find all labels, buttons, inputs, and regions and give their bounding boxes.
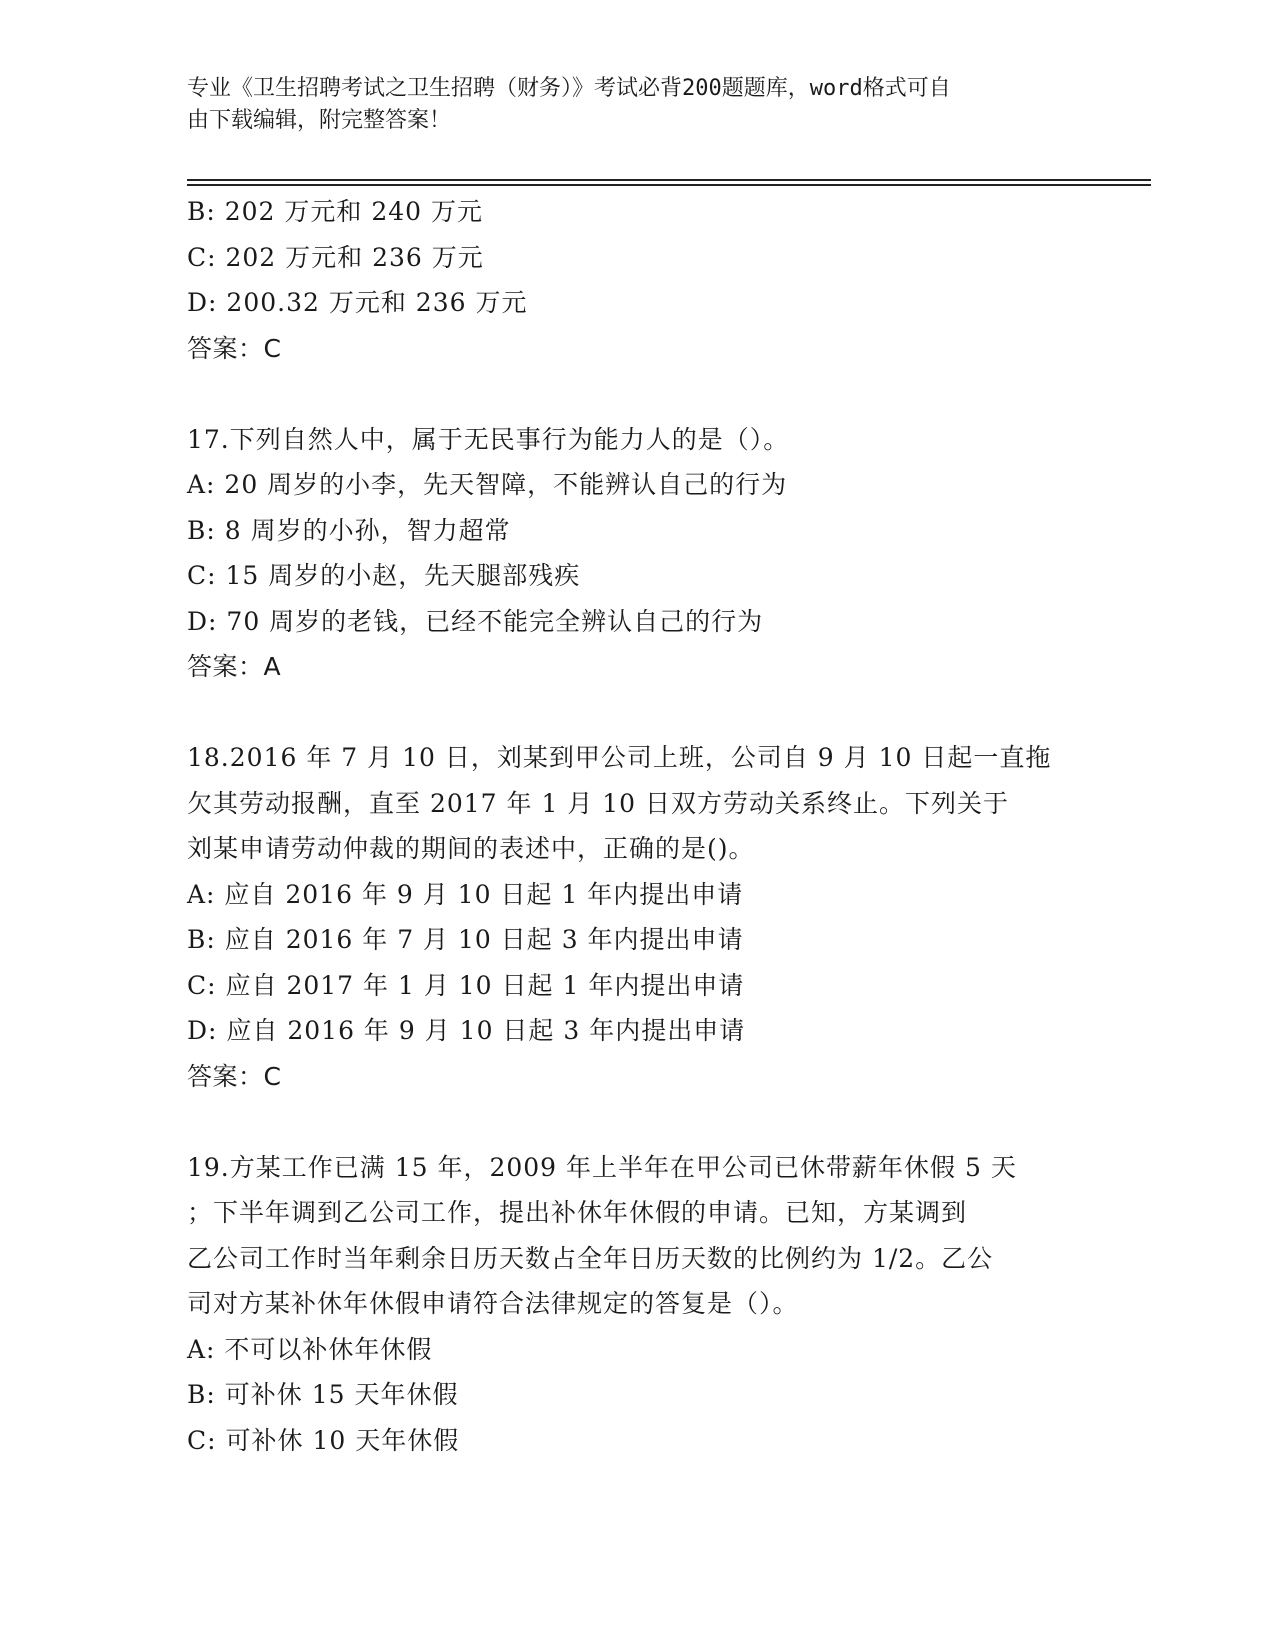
option-d: D: 200.32 万元和 236 万元 <box>187 288 528 317</box>
header-divider <box>187 184 1151 186</box>
header-line: 由下载编辑，附完整答案！ <box>187 108 452 133</box>
document-body <box>187 189 1087 1463</box>
question-stem: 乙公司工作时当年剩余日历天数占全年日历天数的比例约为 1/2。乙公 <box>187 1243 994 1273</box>
option-b: B: 202 万元和 240 万元 <box>187 197 484 226</box>
header-divider <box>187 179 1151 181</box>
question-16 <box>187 189 1087 371</box>
option-c: C: 应自 2017 年 1 月 10 日起 1 年内提出申请 <box>187 970 745 1000</box>
document-header <box>187 73 1067 137</box>
question-19 <box>187 1145 1087 1464</box>
option-d: D: 应自 2016 年 9 月 10 日起 3 年内提出申请 <box>187 1016 746 1045</box>
option-a: A: 应自 2016 年 9 月 10 日起 1 年内提出申请 <box>187 879 744 909</box>
option-b: B: 应自 2016 年 7 月 10 日起 3 年内提出申请 <box>187 925 744 954</box>
question-stem: ；下半年调到乙公司工作，提出补休年休假的申请。已知，方某调到 <box>187 1198 968 1227</box>
option-b: B: 可补休 15 天年休假 <box>187 1380 459 1409</box>
question-stem: 欠其劳动报酬，直至 2017 年 1 月 10 日双方劳动关系终止。下列关于 <box>187 788 1010 818</box>
question-stem: 17.下列自然人中，属于无民事行为能力人的是（）。 <box>187 424 790 454</box>
option-b: B: 8 周岁的小孙，智力超常 <box>187 515 511 545</box>
question-stem: 18.2016 年 7 月 10 日，刘某到甲公司上班，公司自 9 月 10 日起一直拖 <box>187 743 1052 772</box>
question-17 <box>187 417 1087 690</box>
question-stem: 19.方某工作已满 15 年，2009 年上半年在甲公司已休带薪年休假 5 天 <box>187 1152 1017 1182</box>
option-c: C: 可补休 10 天年休假 <box>187 1425 460 1455</box>
question-stem: 司对方某补休年休假申请符合法律规定的答复是（）。 <box>187 1289 799 1318</box>
answer: 答案：A <box>187 652 282 681</box>
option-d: D: 70 周岁的老钱，已经不能完全辨认自己的行为 <box>187 606 764 636</box>
spacer <box>187 371 1087 417</box>
spacer <box>187 690 1087 736</box>
option-c: C: 15 周岁的小赵，先天腿部残疾 <box>187 561 581 590</box>
option-a: A: 20 周岁的小李，先天智障，不能辨认自己的行为 <box>187 470 788 499</box>
question-18 <box>187 735 1087 1099</box>
spacer <box>187 1099 1087 1145</box>
answer: 答案：C <box>187 333 282 363</box>
option-c: C: 202 万元和 236 万元 <box>187 242 484 272</box>
answer: 答案：C <box>187 1061 282 1091</box>
question-stem: 刘某申请劳动仲裁的期间的表述中，正确的是()。 <box>187 834 755 863</box>
option-a: A: 不可以补休年休假 <box>187 1334 433 1364</box>
header-line: 专业《卫生招聘考试之卫生招聘（财务）》考试必背200题题库，word格式可自 <box>187 76 951 101</box>
